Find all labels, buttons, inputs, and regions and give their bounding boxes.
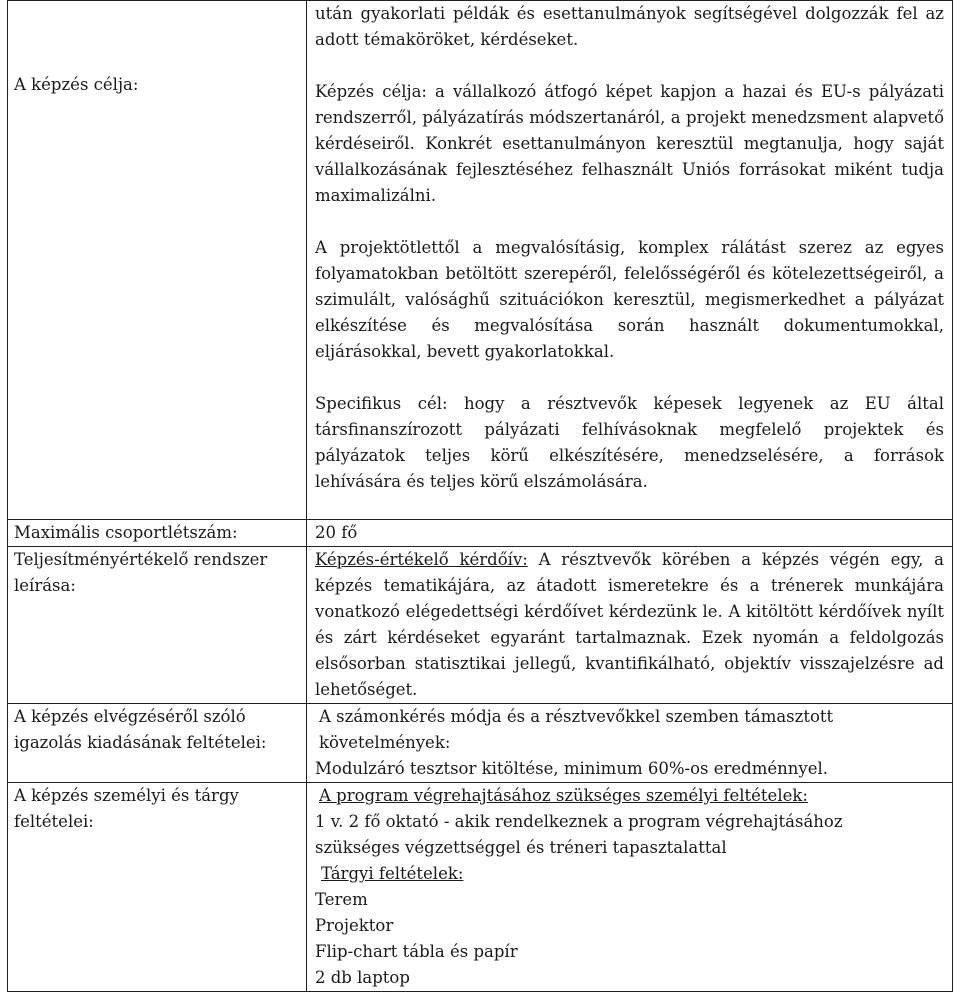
label-group-size: [8, 520, 307, 547]
document-page: [7, 0, 953, 992]
row-evaluation: [8, 547, 953, 704]
label-conditions-text: A képzés személyi és tárgy feltételei:: [14, 786, 239, 831]
certificate-line-2: Modulzáró tesztsor kitöltése, minimum 60%-os eredménnyel.: [315, 759, 828, 778]
row-goal: [8, 1, 953, 520]
material-item-3: 2 db laptop: [315, 968, 410, 987]
group-size-value: 20 fő: [315, 523, 358, 542]
certificate-line-1: A számonkérés módja és a résztvevőkkel szemben támasztott követelmények:: [319, 707, 834, 752]
goal-paragraph-3: Specifikus cél: hogy a résztvevők képesek legyenek az EU által társfinanszírozott pályázati felhívásoknak megfelelő projektek és pályázatok teljes körű elkészítésére, menedzselésére, a források lehívására és teljes körű elszámolására.: [315, 394, 944, 491]
material-item-0: Terem: [315, 890, 368, 909]
goal-paragraph-1: Képzés célja: a vállalkozó átfogó képet kapjon a hazai és EU-s pályázati rendszerről, pályázatírás módszertanáról, a projekt menedzsment alapvető kérdéseiről. Konkrét esettanulmányon keresztül megtanulja, hogy saját vállalkozásának fejlesztéséhez felhasznált Uniós forrásokat miként tudja maximalizálni.: [315, 82, 944, 205]
value-conditions: [307, 783, 953, 992]
row-certificate: [8, 704, 953, 783]
material-conditions-title: Tárgyi feltételek:: [321, 864, 464, 883]
evaluation-title: Képzés-értékelő kérdőív:: [315, 550, 528, 569]
value-goal: [307, 1, 953, 520]
label-goal-text: A képzés célja:: [14, 75, 139, 94]
personal-conditions-title: A program végrehajtásához szükséges személyi feltételek:: [319, 786, 808, 805]
row-conditions: [8, 783, 953, 992]
value-group-size: [307, 520, 953, 547]
row-group-size: [8, 520, 953, 547]
material-item-2: Flip-chart tábla és papír: [315, 942, 518, 961]
evaluation-text: A résztvevők körében a képzés végén egy, a képzés tematikájára, az átadott ismeretekre és a trénerek munkájára vonatkozó elégedettségi kérdőívet kérdezünk le. A kitöltött kérdőívek nyílt és zárt kérdéseket egyaránt tartalmaznak. Ezek nyomán a feldolgozás elsősorban statisztikai jellegű, kvantifikálható, objektív visszajelzésre ad lehetőséget.: [315, 550, 944, 699]
evaluation-paragraph: [315, 547, 944, 703]
label-certificate: [8, 704, 307, 783]
label-conditions: [8, 783, 307, 992]
goal-paragraph-0: után gyakorlati példák és esettanulmányok segítségével dolgozzák fel az adott témaköröket, kérdéseket.: [315, 4, 944, 49]
value-certificate: [307, 704, 953, 783]
label-evaluation-text: Teljesítményértékelő rendszer leírása:: [14, 550, 268, 595]
label-evaluation: [8, 547, 307, 704]
value-evaluation: [307, 547, 953, 704]
goal-paragraph-2: A projektötlettől a megvalósításig, komplex rálátást szerez az egyes folyamatokban betöltött szerepéről, felelősségéről és kötelezettségeiről, a szimulált, valósághű szituációkon keresztül, megismerkedhet a pályázat elkészítése és megvalósítása során használt dokumentumokkal, eljárásokkal, bevett gyakorlatokkal.: [315, 238, 944, 361]
label-certificate-text: A képzés elvégzéséről szóló igazolás kiadásának feltételei:: [14, 707, 267, 752]
label-goal: [8, 1, 307, 520]
personal-conditions-text: 1 v. 2 fő oktató - akik rendelkeznek a program végrehajtásához szükséges végzettséggel és tréneri tapasztalattal: [315, 812, 843, 857]
course-info-table: [7, 0, 953, 992]
material-item-1: Projektor: [315, 916, 394, 935]
label-group-size-text: Maximális csoportlétszám:: [14, 523, 238, 542]
